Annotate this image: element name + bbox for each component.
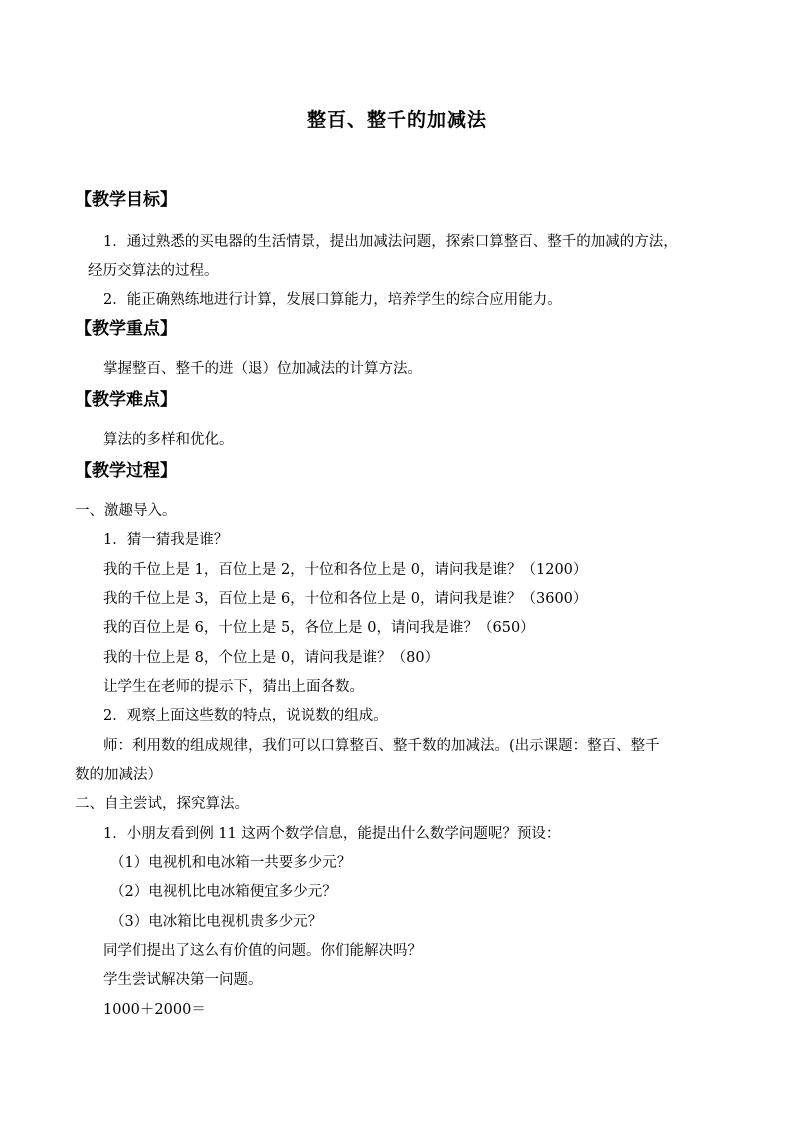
key-text: 掌握整百、整千的进（退）位加减法的计算方法。 [103,361,422,377]
document-title: 整百、整千的加减法 [306,109,487,131]
difficulty-text: 算法的多样和优化。 [103,432,234,448]
part-2-statement-2: 学生尝试解决第一问题。 [103,972,263,988]
part-2-item-1: 1．小朋友看到例 11 这两个数学信息，能提出什么数学问题呢？预设： [103,826,561,842]
part-1-question-4: 我的十位上是 8，个位上是 0，请问我是谁？（80） [103,650,440,666]
part-1-question-2: 我的千位上是 3，百位上是 6，十位和各位上是 0，请问我是谁？（3600） [103,591,588,607]
part-1-title: 一、激趣导入。 [75,503,177,519]
part-2-statement-1: 同学们提出了这么有价值的问题。你们能解决吗？ [103,943,422,959]
part-2-question-2: （2）电视机比电冰箱便宜多少元？ [110,884,337,900]
part-1-item-1: 1．猜一猜我是谁？ [103,532,229,548]
part-1-teacher-line-2: 数的加减法） [75,767,162,783]
part-1-item-2: 2．观察上面这些数的特点，说说数的组成。 [103,708,388,724]
part-2-question-3: （3）电冰箱比电视机贵多少元？ [110,914,323,930]
part-2-title: 二、自主尝试，探究算法。 [75,796,249,812]
process-heading: 【教学过程】 [75,461,177,481]
difficulty-heading: 【教学难点】 [75,390,177,410]
part-1-question-3: 我的百位上是 6，十位上是 5，各位上是 0，请问我是谁？（650） [103,620,535,636]
key-heading: 【教学重点】 [75,319,177,339]
goal-heading: 【教学目标】 [75,190,177,210]
goal-item-1-line-1: 1．通过熟悉的买电器的生活情景，提出加减法问题，探索口算整百、整千的加减的方法， [103,234,678,250]
part-1-teacher-line-1: 师：利用数的组成规律，我们可以口算整百、整千数的加减法。(出示课题：整百、整千 [103,738,660,754]
goal-item-1-line-2: 经历交算法的过程。 [88,263,219,279]
part-2-equation: 1000＋2000＝ [103,1002,206,1018]
part-1-hint: 让学生在老师的提示下，猜出上面各数。 [103,679,364,695]
part-2-question-1: （1）电视机和电冰箱一共要多少元？ [110,855,352,871]
goal-item-2: 2．能正确熟练地进行计算，发展口算能力，培养学生的综合应用能力。 [103,292,562,308]
part-1-question-1: 我的千位上是 1，百位上是 2，十位和各位上是 0，请问我是谁？（1200） [103,562,588,578]
